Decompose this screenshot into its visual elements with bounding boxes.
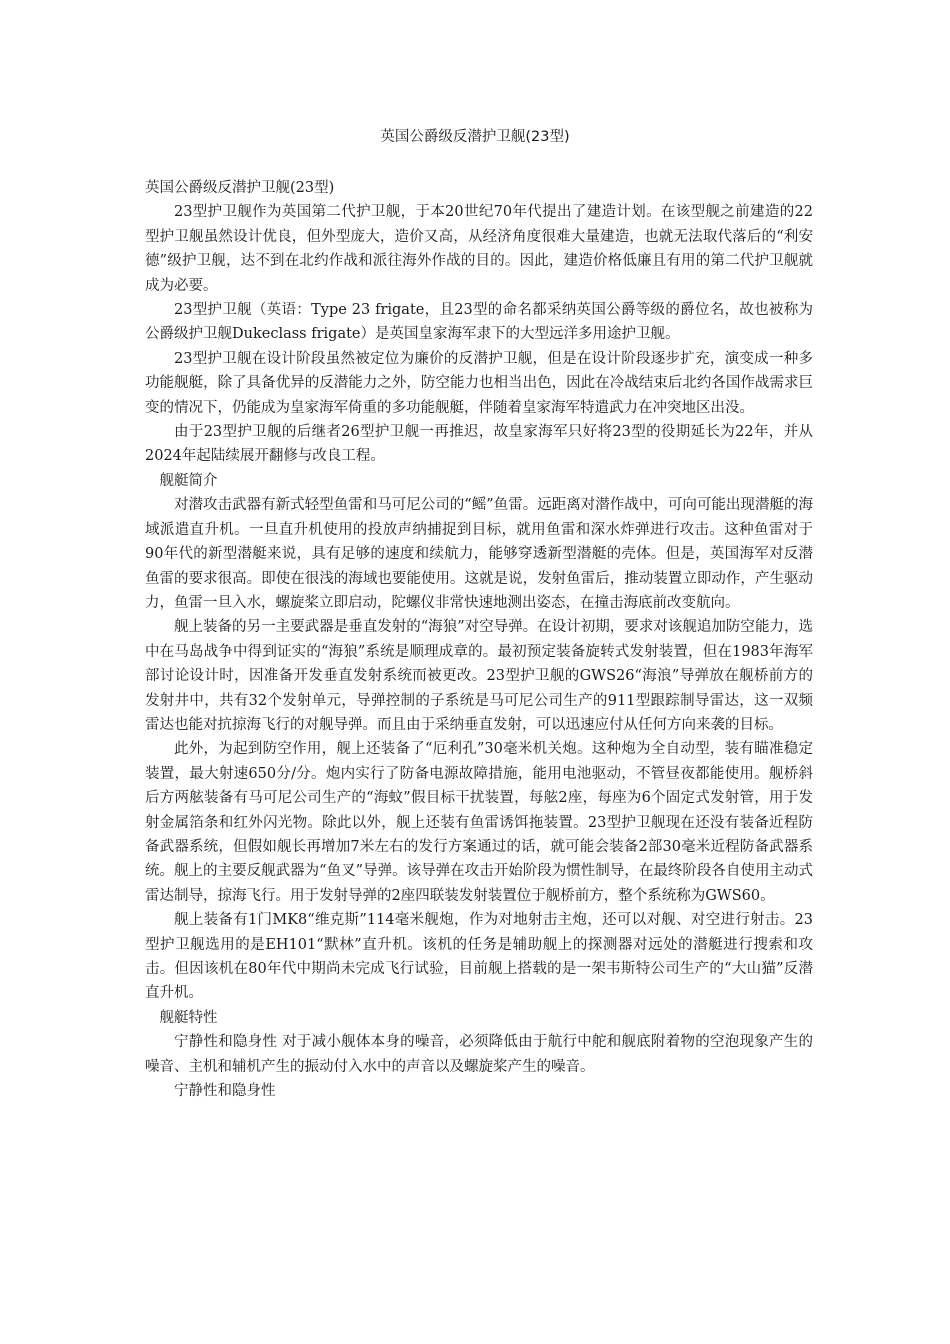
document-title: 英国公爵级反潜护卫舰(23型) [380, 129, 570, 145]
paragraph-design: 23型护卫舰在设计阶段虽然被定位为廉价的反潜护卫舰，但是在设计阶段逐步扩充，演变成一种多功能舰艇，除了具备优异的反潜能力之外，防空能力也相当出色，因此在冷战结束后北约各国作战需求巨变的情况下，仍能成为皇家海军倚重的多功能舰艇，伴随着皇家海军特遣武力在冲突地区出没。 [145, 350, 813, 416]
paragraph-torpedo: 对潜攻击武器有新式轻型鱼雷和马可尼公司的“鳐”鱼雷。远距离对潜作战中，可向可能出现潜艇的海域派遣直升机。一旦直升机使用的投放声纳捕捉到目标，就用鱼雷和深水炸弹进行攻击。这种鱼雷对于90年代的新型潜艇来说，具有足够的速度和续航力，能够穿透新型潜艇的壳体。但是，英国海军对反潜鱼雷的要求很高。即使在很浅的海域也要能使用。这就是说，发射鱼雷后，推动装置立即动作，产生驱动力，鱼雷一旦入水，螺旋桨立即启动，陀螺仪非常快速地测出姿态，在撞击海底前改变航向。 [145, 497, 813, 611]
section-heading-features: 舰艇特性 [159, 1009, 218, 1026]
body-subtitle: 英国公爵级反潜护卫舰(23型) [145, 180, 335, 196]
paragraph-sea-wolf: 舰上装备的另一主要武器是垂直发射的“海狼”对空导弹。在设计初期，要求对该舰追加防空能力，选中在马岛战争中得到证实的“海狼”系统是顺理成章的。最初预定装备旋转式发射装置，但在1983年海军部讨论设计时，因准备开发垂直发射系统而被更改。23型护卫舰的GWS26“海浪”导弹放在舰桥前方的发射井中，共有32个发射单元，导弹控制的子系统是马可尼公司生产的911型跟踪制导雷达，这一双频雷达也能对抗掠海飞行的对舰导弹。而且由于采纳垂直发射，可以迅速应付从任何方向来袭的目标。 [145, 619, 813, 733]
paragraph-gun-helicopter: 舰上装备有1门MK8“维克斯”114毫米舰炮，作为对地射击主炮，还可以对舰、对空进行射击。23型护卫舰选用的是EH101“默林”直升机。该机的任务是辅助舰上的探测器对远处的潜艇进行搜索和攻击。但因该机在80年代中期尚未完成飞行试验，目前舰上搭载的是一架韦斯特公司生产的“大山猫”反潜直升机。 [145, 912, 813, 1002]
paragraph-stealth-heading: 宁静性和隐身性 [174, 1083, 276, 1100]
paragraph-service-life: 由于23型护卫舰的后继者26型护卫舰一再推迟，故皇家海军只好将23型的役期延长为22年，并从2024年起陆续展开翻修与改良工程。 [145, 424, 813, 465]
paragraph-stealth: 宁静性和隐身性 对于减小舰体本身的噪音，必须降低由于航行中舵和舰底附着物的空泡现象产生的噪音、主机和辅机产生的振动付入水中的声音以及螺旋桨产生的噪音。 [145, 1034, 813, 1075]
document-body [145, 176, 813, 1103]
paragraph-intro: 23型护卫舰作为英国第二代护卫舰，于本20世纪70年代提出了建造计划。在该型舰之前建造的22型护卫舰虽然设计优良，但外型庞大，造价又高，从经济角度很难大量建造，也就无法取代落后的“利安德”级护卫舰，达不到在北约作战和派往海外作战的目的。因此，建造价格低廉且有用的第二代护卫舰就成为必要。 [145, 204, 813, 294]
paragraph-naming: 23型护卫舰（英语：Type 23 frigate，且23型的命名都采纳英国公爵等级的爵位名，故也被称为公爵级护卫舰Dukeclass frigate）是英国皇家海军隶下的大型远洋多用途护卫舰。 [145, 302, 813, 343]
section-heading-overview: 舰艇简介 [159, 472, 218, 489]
paragraph-air-defense: 此外，为起到防空作用，舰上还装备了“厄利孔”30毫米机关炮。这种炮为全自动型，装有瞄准稳定装置，最大射速650分/分。炮内实行了防备电源故障措施，能用电池驱动，不管昼夜都能使用。舰桥斜后方两舷装备有马可尼公司生产的“海蚊”假目标干扰装置，每舷2座，每座为6个固定式发射管，用于发射金属箔条和红外闪光物。除此以外，舰上还装有鱼雷诱饵拖装置。23型护卫舰现在还没有装备近程防备武器系统，但假如舰长再增加7米左右的发行方案通过的话，就可能会装备2部30毫米近程防备武器系统。舰上的主要反舰武器为“鱼叉”导弹。该导弹在攻击开始阶段为惯性制导，在最终阶段各自使用主动式雷达制导，掠海飞行。用于发射导弹的2座四联装发射装置位于舰桥前方，整个系统称为GWS60。 [145, 741, 813, 904]
